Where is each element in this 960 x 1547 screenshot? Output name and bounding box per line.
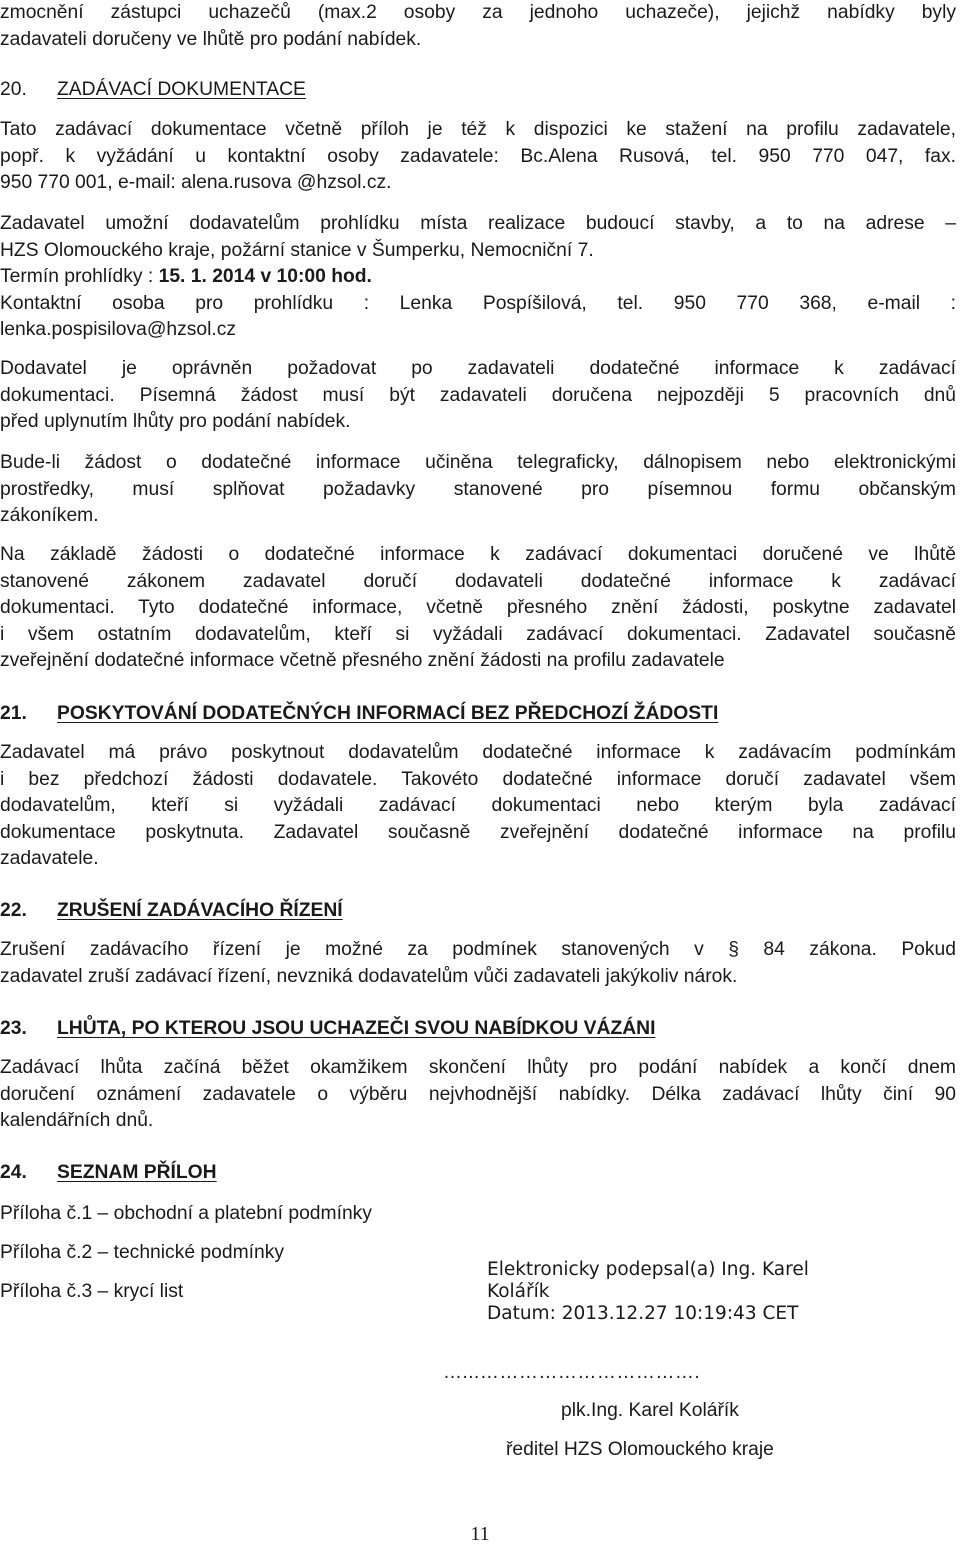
s21-line-3: dodavatelům, kteří si vyžádali zadávací dokumentaci nebo kterým byla zadávací: [0, 795, 956, 816]
inspection-date-value: 15. 1. 2014 v 10:00 hod.: [158, 266, 372, 287]
s22-line-1: Zrušení zadávacího řízení je možné za podmínek stanovených v § 84 zákona. Pokud: [0, 939, 956, 960]
section-21-number: 21.: [0, 703, 27, 724]
section-22-number: 22.: [0, 900, 27, 921]
inspection-date-label: Termín prohlídky :: [0, 266, 159, 287]
section-21-title: POSKYTOVÁNÍ DODATEČNÝCH INFORMACÍ BEZ PŘEDCHOZÍ ŽÁDOSTI: [57, 703, 719, 724]
s20-p4-line-2: prostředky, musí splňovat požadavky stanovené pro písemnou formu občanským: [0, 478, 956, 500]
intro-paragraph: [0, 0, 956, 53]
signer-name: plk.Ing. Karel Kolářík: [561, 1400, 739, 1421]
section-24-heading: [0, 1160, 217, 1186]
section-22-paragraph: [0, 937, 956, 990]
e-signature-date: Datum: 2013.12.27 10:19:43 CET: [487, 1303, 799, 1324]
s20-p5-line-1: Na základě žádosti o dodatečné informace k zadávací dokumentaci doručené ve lhůtě: [0, 544, 956, 565]
attachment-item-1: Příloha č.1 – obchodní a platební podmínky: [0, 1203, 372, 1224]
s23-line-1: Zadávací lhůta začíná běžet okamžikem skončení lhůty pro podání nabídek a končí dnem: [0, 1057, 956, 1078]
section-20-paragraph-5: [0, 542, 956, 675]
s20-p3-line-3: před uplynutím lhůty pro podání nabídek.: [0, 411, 351, 432]
e-signature-line-1: Elektronicky podepsal(a) Ing. Karel: [487, 1259, 809, 1280]
s20-p3-line-2: dokumentaci. Písemná žádost musí být zadavateli doručena nejpozději 5 pracovních dnů: [0, 384, 956, 406]
s20-p5-line-3: dokumentaci. Tyto dodatečné informace, včetně přesného znění žádosti, poskytne zadavatel: [0, 597, 956, 618]
s20-p2-line-2: HZS Olomouckého kraje, požární stanice v Šumperku, Nemocniční 7.: [0, 239, 594, 261]
s20-p4-line-1: Bude-li žádost o dodatečné informace učiněna telegraficky, dálnopisem nebo elektronickými: [0, 452, 956, 473]
section-20-number: 20.: [0, 79, 27, 100]
section-20-title: ZADÁVACÍ DOKUMENTACE: [57, 79, 306, 100]
section-22-heading: [0, 898, 343, 924]
attachment-item-3: Příloha č.3 – krycí list: [0, 1281, 184, 1302]
section-24-title: SEZNAM PŘÍLOH: [57, 1162, 217, 1183]
signer-role: ředitel HZS Olomouckého kraje: [506, 1439, 774, 1460]
s22-line-2: zadavatel zruší zadávací řízení, nevzniká dodavatelům vůči zadavateli jakýkoliv nárok.: [0, 965, 738, 987]
section-23-title: LHŮTA, PO KTEROU JSOU UCHAZEČI SVOU NABÍDKOU VÁZÁNI: [57, 1018, 656, 1039]
s23-line-2: doručení oznámení zadavatele o výběru nejvhodnější nabídky. Délka zadávací lhůty činí 90: [0, 1083, 956, 1105]
intro-line-1: zmocnění zástupci uchazečů (max.2 osoby za jednoho uchazeče), jejichž nabídky byly: [0, 2, 956, 23]
s20-p2-line-5: lenka.pospisilova@hzsol.cz: [0, 319, 237, 340]
s21-line-4: dokumentace poskytnuta. Zadavatel současně zveřejnění dodatečné informace na profilu: [0, 821, 956, 843]
s20-p1-line-1: Tato zadávací dokumentace včetně příloh je též k dispozici ke stažení na profilu zadavatele,: [0, 119, 956, 140]
s20-p2-line-4: Kontaktní osoba pro prohlídku : Lenka Pospíšilová, tel. 950 770 368, e-mail :: [0, 292, 956, 314]
s20-p2-line-1: Zadavatel umožní dodavatelům prohlídku místa realizace budoucí stavby, a to na adrese –: [0, 213, 956, 234]
s21-line-2: i bez předchozí žádosti dodavatele. Takovéto dodatečné informace doručí zadavatel všem: [0, 768, 956, 790]
section-20-paragraph-1: [0, 117, 956, 197]
attachment-item-2: Příloha č.2 – technické podmínky: [0, 1242, 285, 1263]
page-number: 11: [470, 1523, 490, 1545]
s20-p1-line-3: 950 770 001, e-mail: alena.rusova @hzsol.cz.: [0, 172, 392, 193]
s20-p5-line-5: zveřejnění dodatečné informace včetně přesného znění žádosti na profilu zadavatele: [0, 650, 725, 671]
section-20-paragraph-2: [0, 211, 956, 344]
section-21-heading: [0, 701, 718, 727]
section-24-number: 24.: [0, 1162, 27, 1183]
s20-p1-line-2: popř. k vyžádání u kontaktní osoby zadavatele: Bc.Alena Rusová, tel. 950 770 047, fax.: [0, 145, 956, 167]
s20-p5-line-4: i všem ostatním dodavatelům, kteří si vyžádali zadávací dokumentaci. Zadavatel současně: [0, 623, 956, 645]
section-23-number: 23.: [0, 1018, 27, 1039]
s23-line-3: kalendářních dnů.: [0, 1110, 154, 1131]
section-22-title: ZRUŠENÍ ZADÁVACÍHO ŘÍZENÍ: [57, 900, 343, 921]
section-20-paragraph-3: [0, 356, 956, 436]
section-21-paragraph: [0, 740, 956, 873]
intro-line-2: zadavateli doručeny ve lhůtě pro podání nabídek.: [0, 28, 422, 50]
signature-line: …...…………………………….: [443, 1362, 701, 1383]
section-23-heading: [0, 1016, 655, 1042]
s20-p2-line-3: [0, 264, 956, 291]
section-23-paragraph: [0, 1055, 956, 1135]
electronic-signature-stamp: [487, 1259, 887, 1325]
section-20-heading: [0, 77, 306, 103]
s21-line-5: zadavatele.: [0, 848, 99, 869]
section-20-paragraph-4: [0, 450, 956, 530]
e-signature-line-2: Kolářík: [487, 1281, 550, 1302]
s20-p4-line-3: zákoníkem.: [0, 505, 99, 526]
s21-line-1: Zadavatel má právo poskytnout dodavatelům dodatečné informace k zadávacím podmínkám: [0, 742, 956, 763]
s20-p3-line-1: Dodavatel je oprávněn požadovat po zadavateli dodatečné informace k zadávací: [0, 358, 956, 379]
s20-p5-line-2: stanovené zákonem zadavatel doručí dodavateli dodatečné informace k zadávací: [0, 570, 956, 592]
